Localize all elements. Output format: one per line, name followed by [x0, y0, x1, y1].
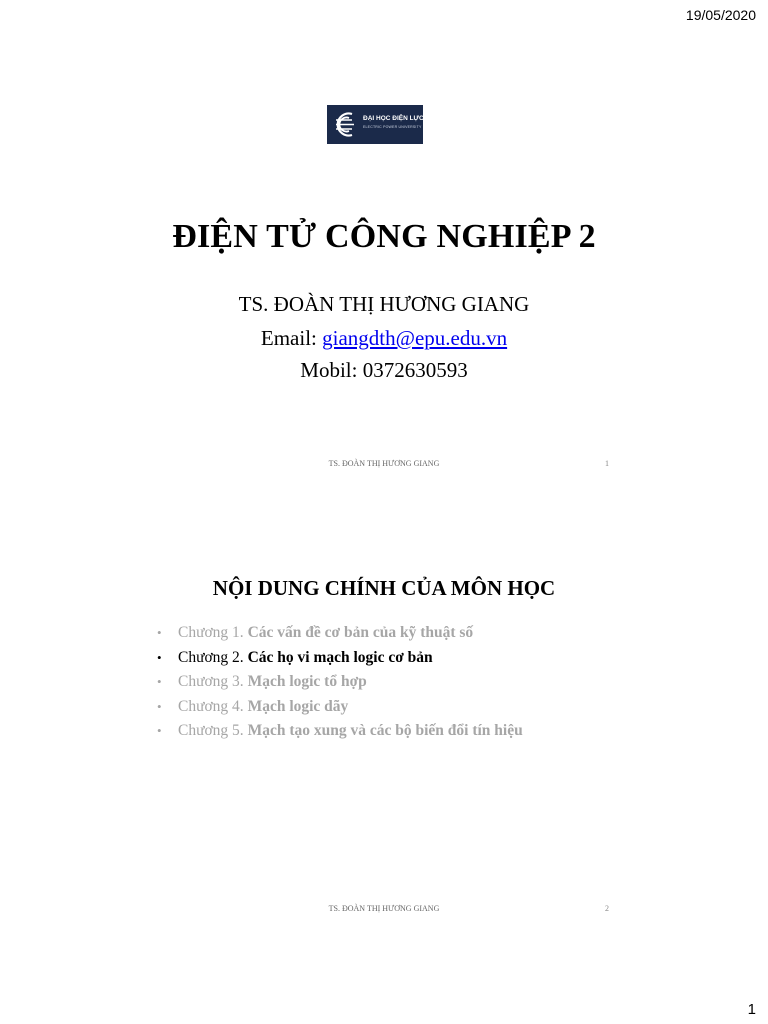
mobile-number: Mobil: 0372630593 — [300, 358, 468, 382]
page-number: 1 — [747, 1001, 756, 1018]
chapter-item — [157, 621, 523, 646]
chapter-list — [157, 621, 523, 744]
course-title: ĐIỆN TỬ CÔNG NGHIỆP 2 — [172, 218, 596, 255]
chapter-prefix: Chương 2. — [178, 648, 244, 666]
chapter-name: Mạch logic tổ hợp — [247, 673, 367, 691]
bullet-icon: • — [157, 674, 162, 690]
slide-number: 2 — [605, 904, 609, 913]
slide-number: 1 — [605, 459, 609, 468]
chapter-prefix: Chương 5. — [178, 722, 244, 740]
email-line — [0, 326, 768, 351]
bullet-icon: • — [157, 625, 162, 640]
chapter-prefix: Chương 4. — [178, 697, 244, 715]
chapter-item — [157, 719, 523, 744]
slide-2 — [0, 480, 768, 930]
email-label: Email: — [260, 326, 317, 350]
slide-1 — [0, 0, 768, 480]
logo-emblem-icon — [330, 108, 360, 141]
chapter-name: Các vấn đề cơ bản của kỹ thuật số — [247, 624, 474, 641]
logo-text: ĐẠI HỌC ĐIỆN LỰC — [363, 115, 424, 122]
bullet-icon: • — [157, 698, 162, 714]
bullet-icon: • — [157, 649, 162, 665]
author-name: TS. ĐOÀN THỊ HƯƠNG GIANG — [238, 292, 530, 316]
slide-footer: TS. ĐOÀN THỊ HƯƠNG GIANG — [328, 904, 440, 913]
contents-title: NỘI DUNG CHÍNH CỦA MÔN HỌC — [212, 576, 556, 600]
chapter-name: Mạch tạo xung và các bộ biến đổi tín hiệu — [247, 722, 523, 740]
chapter-name: Các họ vi mạch logic cơ bản — [247, 648, 433, 666]
chapter-prefix: Chương 3. — [178, 673, 244, 691]
bullet-icon: • — [157, 723, 162, 739]
email-link[interactable]: giangdth@epu.edu.vn — [322, 326, 508, 350]
chapter-name: Mạch logic dãy — [247, 697, 349, 715]
university-logo — [327, 105, 423, 144]
slide-footer: TS. ĐOÀN THỊ HƯƠNG GIANG — [328, 459, 440, 468]
chapter-prefix: Chương 1. — [178, 624, 244, 641]
chapter-item — [157, 695, 523, 720]
logo-subtext: ELECTRIC POWER UNIVERSITY — [363, 125, 422, 129]
chapter-item-active — [157, 646, 523, 671]
print-date: 19/05/2020 — [685, 7, 756, 23]
chapter-item — [157, 670, 523, 695]
